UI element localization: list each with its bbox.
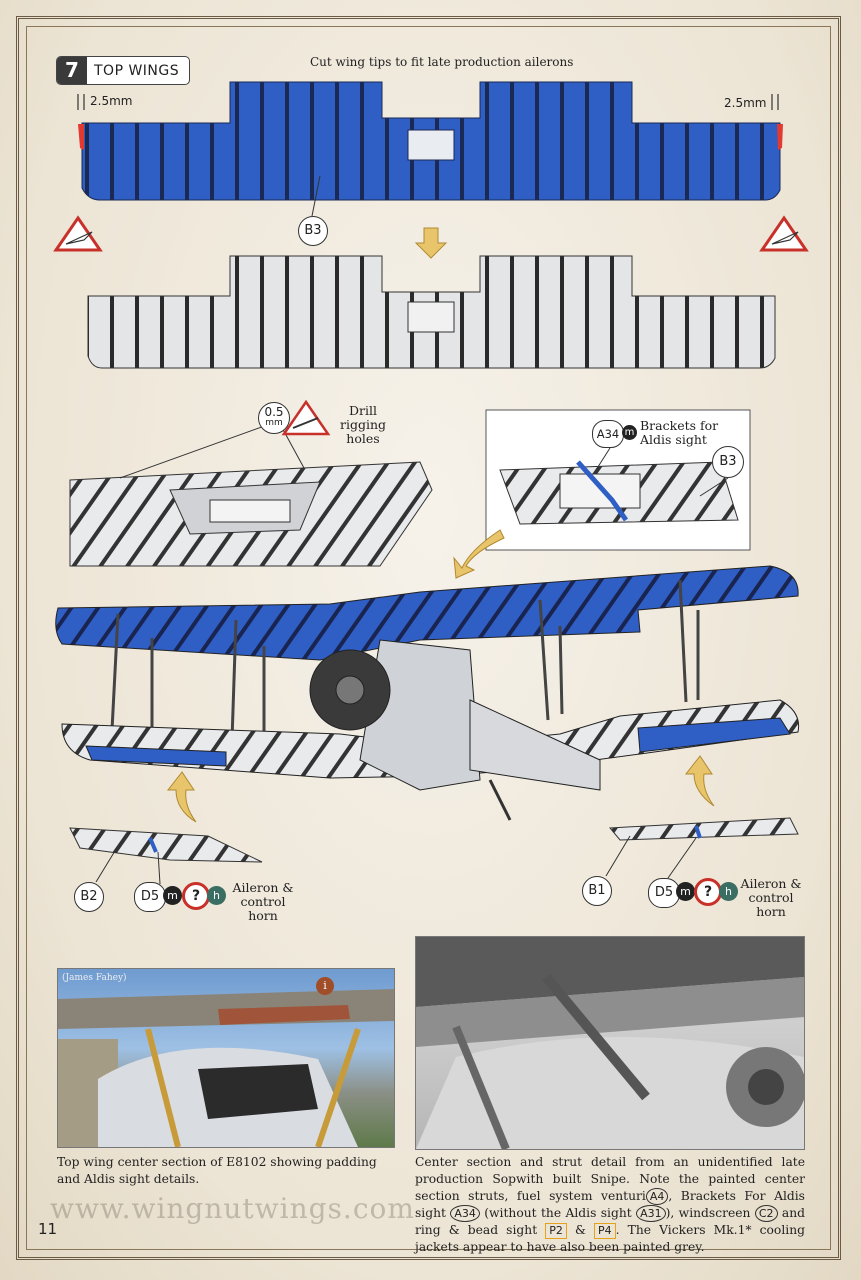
top-wing-grey <box>88 256 775 368</box>
aileron-right <box>610 818 798 840</box>
ref-a31: A31 <box>636 1205 666 1222</box>
photo-credit: (James Fahey) <box>62 973 127 983</box>
photo-right <box>415 936 805 1150</box>
airplane-assembly <box>56 566 799 820</box>
paint-h-icon: h <box>719 882 738 901</box>
measure-left: 2.5mm <box>90 94 133 108</box>
paint-unknown-icon: ? <box>694 878 722 906</box>
measure-right: 2.5mm <box>724 96 767 110</box>
photo-left-caption: Top wing center section of E8102 showing padding and Aldis sight details. <box>57 1155 377 1186</box>
step-title: TOP WINGS <box>94 62 180 79</box>
ref-p4: P4 <box>594 1223 616 1239</box>
part-b1-callout: B1 <box>582 876 612 906</box>
photo-left <box>57 968 395 1148</box>
measure-ticks <box>78 94 778 110</box>
ref-p2: P2 <box>545 1223 567 1239</box>
step-number: 7 <box>57 57 87 84</box>
up-arrow-right-icon <box>686 756 714 806</box>
drill-size-callout <box>258 402 290 434</box>
part-b3-callout: B3 <box>298 216 328 246</box>
paint-m-icon: m <box>676 882 695 901</box>
brackets-label: Brackets for Aldis sight <box>640 418 719 447</box>
drill-unit: mm <box>265 418 283 428</box>
caption-text-2: , Brackets For Aldis sight <box>415 1189 805 1220</box>
aileron-left-label: Aileron & control horn <box>232 880 294 923</box>
aileron-right-label: Aileron & control horn <box>740 876 802 919</box>
paint-m-icon: m <box>163 886 182 905</box>
website-watermark: www.wingnutwings.com <box>50 1192 415 1225</box>
down-arrow-icon <box>416 228 446 258</box>
part-d5-right-callout: D5 <box>648 878 680 908</box>
caption-text-4: ), windscreen <box>665 1206 751 1220</box>
drill-size: 0.5 <box>264 405 284 419</box>
photo-right-caption <box>415 1154 805 1256</box>
aileron-left <box>70 828 262 862</box>
paint-m-icon: m <box>622 425 637 440</box>
drill-icon <box>284 402 328 434</box>
part-b2-callout: B2 <box>74 882 104 912</box>
drill-detail-wing <box>70 462 432 566</box>
caption-text-5: and ring & bead sight <box>415 1206 805 1237</box>
paint-unknown-icon: ? <box>182 882 210 910</box>
top-wing-blue <box>78 82 783 200</box>
ref-a4: A4 <box>646 1188 669 1205</box>
caption-text-1: Center section and strut detail from an unidentified late production Sopwith built Snipe. Note the painted center section struts, fuel system venturi <box>415 1155 805 1203</box>
curved-arrow-icon <box>454 530 504 578</box>
part-d5-left-callout: D5 <box>134 882 166 912</box>
page-number: 11 <box>38 1220 58 1238</box>
caption-text-3: (without the Aldis sight <box>484 1206 632 1220</box>
wingtip-cut-note: Cut wing tips to fit late production ailerons <box>310 55 574 69</box>
part-b3-inset-callout: B3 <box>712 446 744 478</box>
part-a34-callout: A34 <box>592 420 624 448</box>
caption-amp: & <box>574 1223 586 1237</box>
drill-rigging-label: Drill rigging holes <box>339 403 387 446</box>
ref-c2: C2 <box>755 1205 778 1222</box>
up-arrow-left-icon <box>168 772 196 822</box>
paint-h-icon: h <box>207 886 226 905</box>
info-icon: i <box>316 977 334 995</box>
ref-a34: A34 <box>450 1205 480 1222</box>
caption-text-6: . The Vickers Mk.1* cooling jackets appear to have also been painted grey. <box>415 1223 805 1254</box>
